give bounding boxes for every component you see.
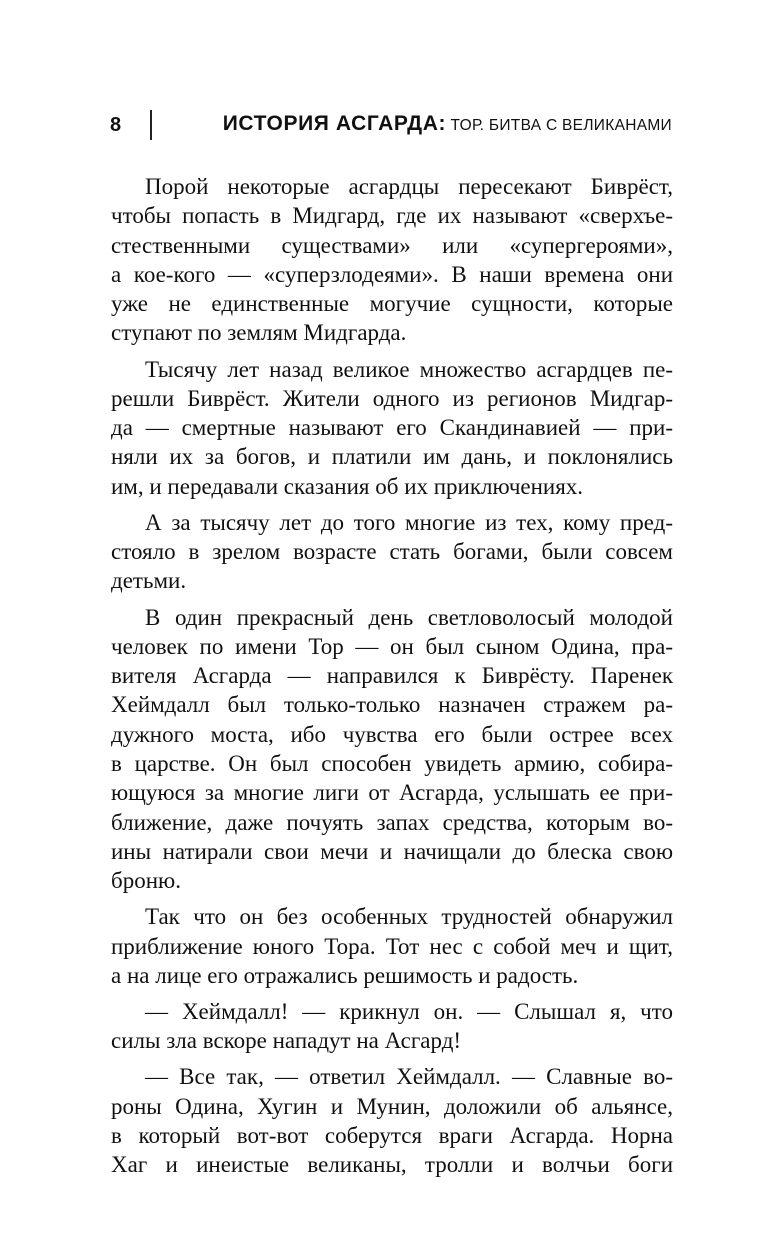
- text-line: роны Одина, Хугин и Мунин, доложили об альянсе,: [111, 1093, 673, 1119]
- text-line: силы зла вскоре нападут на Асгард!: [111, 1028, 462, 1054]
- text-line: Порой некоторые асгардцы пересекают Биврёст,: [145, 174, 673, 199]
- text-line: Тысячу лет назад великое множество асгардцев пе-: [145, 356, 673, 382]
- text-line: дужного моста, ибо чувства его были острее всех: [111, 721, 673, 747]
- book-subtitle: ТОР. БИТВА С ВЕЛИКАНАМИ: [450, 117, 672, 134]
- paragraph: [111, 172, 673, 348]
- text-line: чтобы попасть в Мидгард, где их называют «сверхъе-: [111, 203, 673, 229]
- text-line: ступают по землям Мидгарда.: [111, 320, 407, 346]
- text-line: а кое-кого — «суперзлодеями». В наши времена они: [111, 261, 673, 287]
- text-line: — Все так, — ответил Хеймдалл. — Славные во-: [145, 1064, 673, 1090]
- paragraph: [111, 1062, 673, 1179]
- running-header: [110, 110, 672, 144]
- paragraph: [111, 603, 673, 896]
- body-text: [111, 172, 673, 1186]
- text-line: в царстве. Он был способен увидеть армию, собира-: [111, 751, 673, 777]
- text-line: а на лице его отражались решимость и радость.: [111, 962, 579, 988]
- text-line: В один прекрасный день светловолосый молодой: [145, 604, 673, 630]
- text-line: Так что он без особенных трудностей обнаружил: [145, 904, 673, 930]
- text-line: Хеймдалл был только-только назначен стражем ра-: [111, 692, 673, 718]
- text-line: уже не единственные могучие сущности, которые: [111, 291, 673, 317]
- text-line: А за тысячу лет до того многие из тех, кому пред-: [145, 509, 673, 535]
- text-line: няли их за богов, и платили им дань, и поклонялись: [111, 444, 673, 470]
- text-line: в который вот-вот соберутся враги Асгарда. Норна: [111, 1122, 673, 1148]
- text-line: — Хеймдалл! — крикнул он. — Слышал я, что: [145, 999, 673, 1024]
- text-line: им, и передавали сказания об их приключениях.: [111, 473, 584, 499]
- text-line: стояло в зрелом возрасте стать богами, были совсем: [111, 539, 673, 565]
- page-number: 8: [110, 114, 122, 136]
- paragraph: [111, 508, 673, 596]
- text-line: Хаг и инеистые великаны, тролли и волчьи боги: [111, 1152, 673, 1178]
- paragraph: [111, 355, 673, 501]
- text-line: ющуюся за многие лиги от Асгарда, услышать ее при-: [111, 780, 673, 806]
- text-line: вителя Асгарда — направился к Биврёсту. Паренек: [111, 663, 673, 689]
- text-line: ины натирали свои мечи и начищали до блеска свою: [111, 838, 673, 864]
- text-line: да — смертные называют его Скандинавией — при-: [111, 415, 673, 441]
- text-line: детьми.: [111, 568, 187, 594]
- text-line: ближение, даже почуять запах средства, которым во-: [111, 809, 673, 835]
- header-divider: [150, 110, 152, 140]
- text-line: стественными существами» или «супергероями»,: [111, 232, 673, 258]
- paragraph: [111, 902, 673, 990]
- text-line: броню.: [111, 868, 181, 894]
- running-title: [223, 112, 672, 136]
- book-series-title: ИСТОРИЯ АСГАРДА:: [222, 112, 447, 135]
- text-line: решли Биврёст. Жители одного из регионов Мидгар-: [111, 385, 673, 411]
- text-line: человек по имени Тор — он был сыном Одина, пра-: [111, 633, 673, 659]
- paragraph: [111, 997, 673, 1056]
- text-line: приближение юного Тора. Тот нес с собой меч и щит,: [111, 933, 673, 959]
